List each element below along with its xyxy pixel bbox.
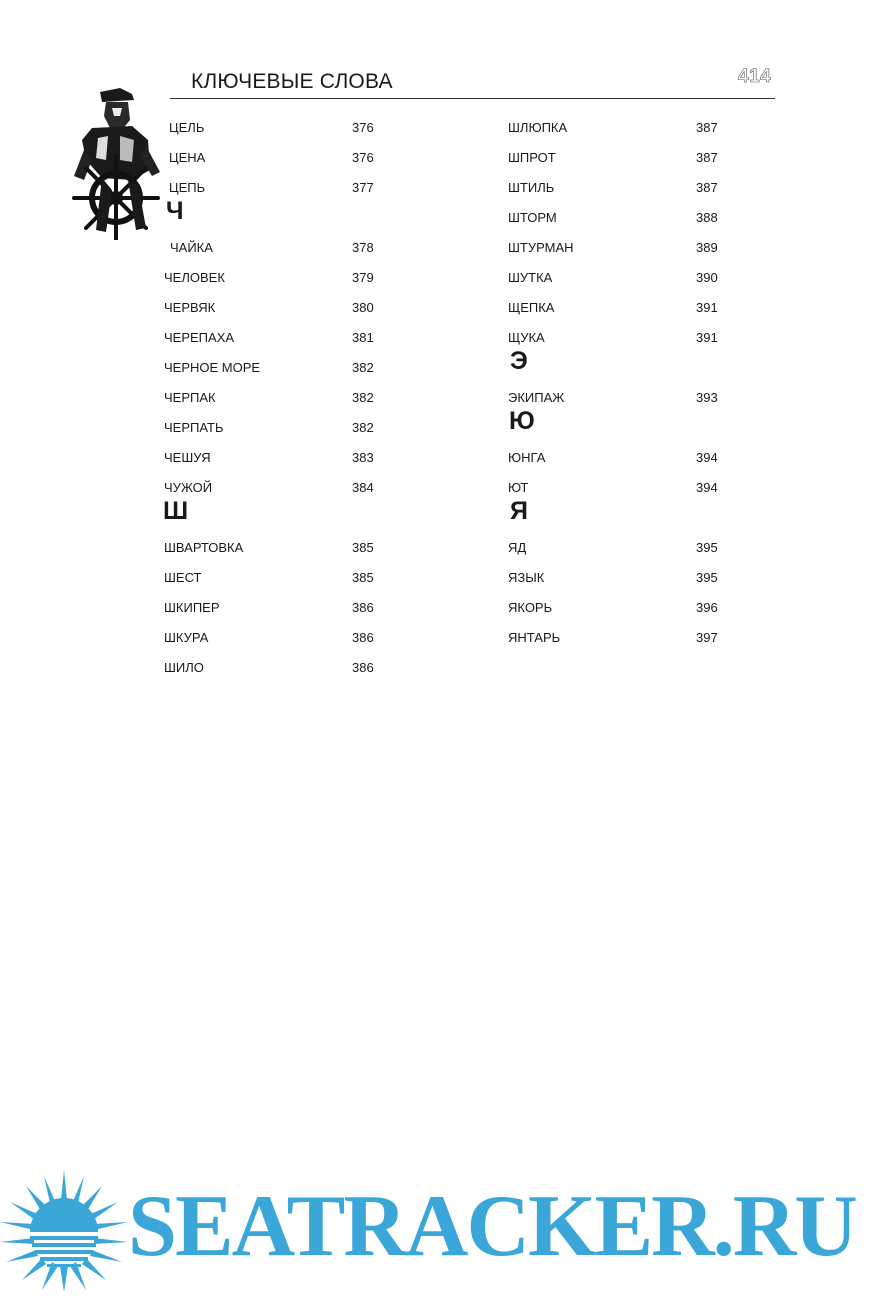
keyword: ШИЛО [164, 660, 204, 675]
list-item [164, 330, 374, 346]
keyword: ЧЕШУЯ [164, 450, 211, 465]
keyword: ЩУКА [508, 330, 545, 345]
keyword-page: 385 [352, 570, 374, 585]
keyword: ШКУРА [164, 630, 209, 645]
keyword: ЯНТАРЬ [508, 630, 561, 645]
keyword-page: 390 [696, 270, 718, 285]
list-item [164, 420, 374, 436]
list-item [508, 630, 718, 646]
list-item [164, 360, 374, 376]
keyword: ШТУРМАН [508, 240, 574, 255]
keyword: ЧУЖОЙ [164, 480, 213, 495]
list-item [164, 630, 374, 646]
keyword: ЧАЙКА [170, 240, 213, 255]
keyword-page: 394 [696, 450, 718, 465]
list-item [508, 330, 718, 346]
list-item [508, 180, 718, 196]
list-item [508, 240, 718, 256]
page-title: КЛЮЧЕВЫЕ СЛОВА [191, 70, 393, 93]
keyword: ЦЕНА [169, 150, 206, 165]
list-item [164, 270, 374, 286]
keyword: ШКИПЕР [164, 600, 220, 615]
keyword-page: 386 [352, 600, 374, 615]
list-item [508, 120, 718, 136]
keyword: ЩЕПКА [508, 300, 555, 315]
keyword: ЦЕПЬ [169, 180, 206, 195]
keyword-page: 387 [696, 180, 718, 195]
keyword: ЧЕРПАТЬ [164, 420, 224, 435]
keyword-page: 389 [696, 240, 718, 255]
keyword-page: 397 [696, 630, 718, 645]
keyword-page: 387 [696, 150, 718, 165]
keyword-page: 377 [352, 180, 374, 195]
keyword-page: 383 [352, 450, 374, 465]
keyword: ЮТ [508, 480, 529, 495]
section-letter: Ш [163, 497, 189, 525]
keyword: ШЛЮПКА [508, 120, 568, 135]
list-item [164, 600, 374, 616]
list-item [164, 480, 374, 496]
keyword-page: 381 [352, 330, 374, 345]
keyword-page: 386 [352, 660, 374, 675]
list-item [508, 540, 718, 556]
list-item [169, 150, 374, 166]
list-item [164, 660, 374, 676]
list-item [508, 210, 718, 226]
section-letter: Я [510, 497, 528, 525]
keyword-page: 393 [696, 390, 718, 405]
keyword: ЧЕРВЯК [164, 300, 216, 315]
keyword: ЦЕЛЬ [169, 120, 205, 135]
keyword-page: 395 [696, 570, 718, 585]
keyword-page: 394 [696, 480, 718, 495]
section-letter: Ч [166, 197, 184, 225]
list-item [508, 150, 718, 166]
sun-icon [0, 1168, 128, 1292]
keyword: ЭКИПАЖ [508, 390, 565, 405]
keyword: ЧЕЛОВЕК [164, 270, 225, 285]
list-item [164, 570, 374, 586]
keyword-page: 380 [352, 300, 374, 315]
keyword-page: 386 [352, 630, 374, 645]
list-item [164, 540, 374, 556]
keyword: ШТИЛЬ [508, 180, 555, 195]
keyword-page: 378 [352, 240, 374, 255]
keyword-page: 395 [696, 540, 718, 555]
keyword: ЧЕРПАК [164, 390, 216, 405]
list-item [508, 480, 718, 496]
keyword-page: 382 [352, 360, 374, 375]
list-item [508, 390, 718, 406]
keyword-page: 379 [352, 270, 374, 285]
keyword: ЧЕРЕПАХА [164, 330, 235, 345]
keyword: ЮНГА [508, 450, 546, 465]
list-item [164, 450, 374, 466]
list-item [164, 390, 374, 406]
keyword: ЯД [508, 540, 527, 555]
section-letter: Э [510, 347, 528, 375]
keyword: ШПРОТ [508, 150, 556, 165]
keyword-page: 384 [352, 480, 374, 495]
list-item [170, 240, 374, 256]
list-item [508, 570, 718, 586]
list-item [169, 120, 374, 136]
list-item [508, 450, 718, 466]
keyword-page: 376 [352, 150, 374, 165]
keyword-page: 382 [352, 420, 374, 435]
page-number: 414 [738, 66, 772, 87]
list-item [508, 270, 718, 286]
keyword-page: 391 [696, 300, 718, 315]
section-letter: Ю [509, 407, 535, 435]
header-divider [170, 98, 775, 99]
keyword: ЯЗЫК [508, 570, 545, 585]
keyword: ЯКОРЬ [508, 600, 553, 615]
keyword: ШУТКА [508, 270, 553, 285]
list-item [508, 600, 718, 616]
list-item [164, 300, 374, 316]
list-item [169, 180, 374, 196]
helmsman-icon [62, 80, 168, 240]
keyword-page: 387 [696, 120, 718, 135]
keyword: ШВАРТОВКА [164, 540, 244, 555]
list-item [508, 300, 718, 316]
keyword: ШТОРМ [508, 210, 557, 225]
watermark-text: SEATRACKER.RU [128, 1178, 856, 1275]
keyword-page: 388 [696, 210, 718, 225]
keyword-page: 396 [696, 600, 718, 615]
keyword: ЧЕРНОЕ МОРЕ [164, 360, 261, 375]
keyword-page: 385 [352, 540, 374, 555]
keyword-page: 391 [696, 330, 718, 345]
keyword-page: 382 [352, 390, 374, 405]
keyword-page: 376 [352, 120, 374, 135]
keyword: ШЕСТ [164, 570, 202, 585]
